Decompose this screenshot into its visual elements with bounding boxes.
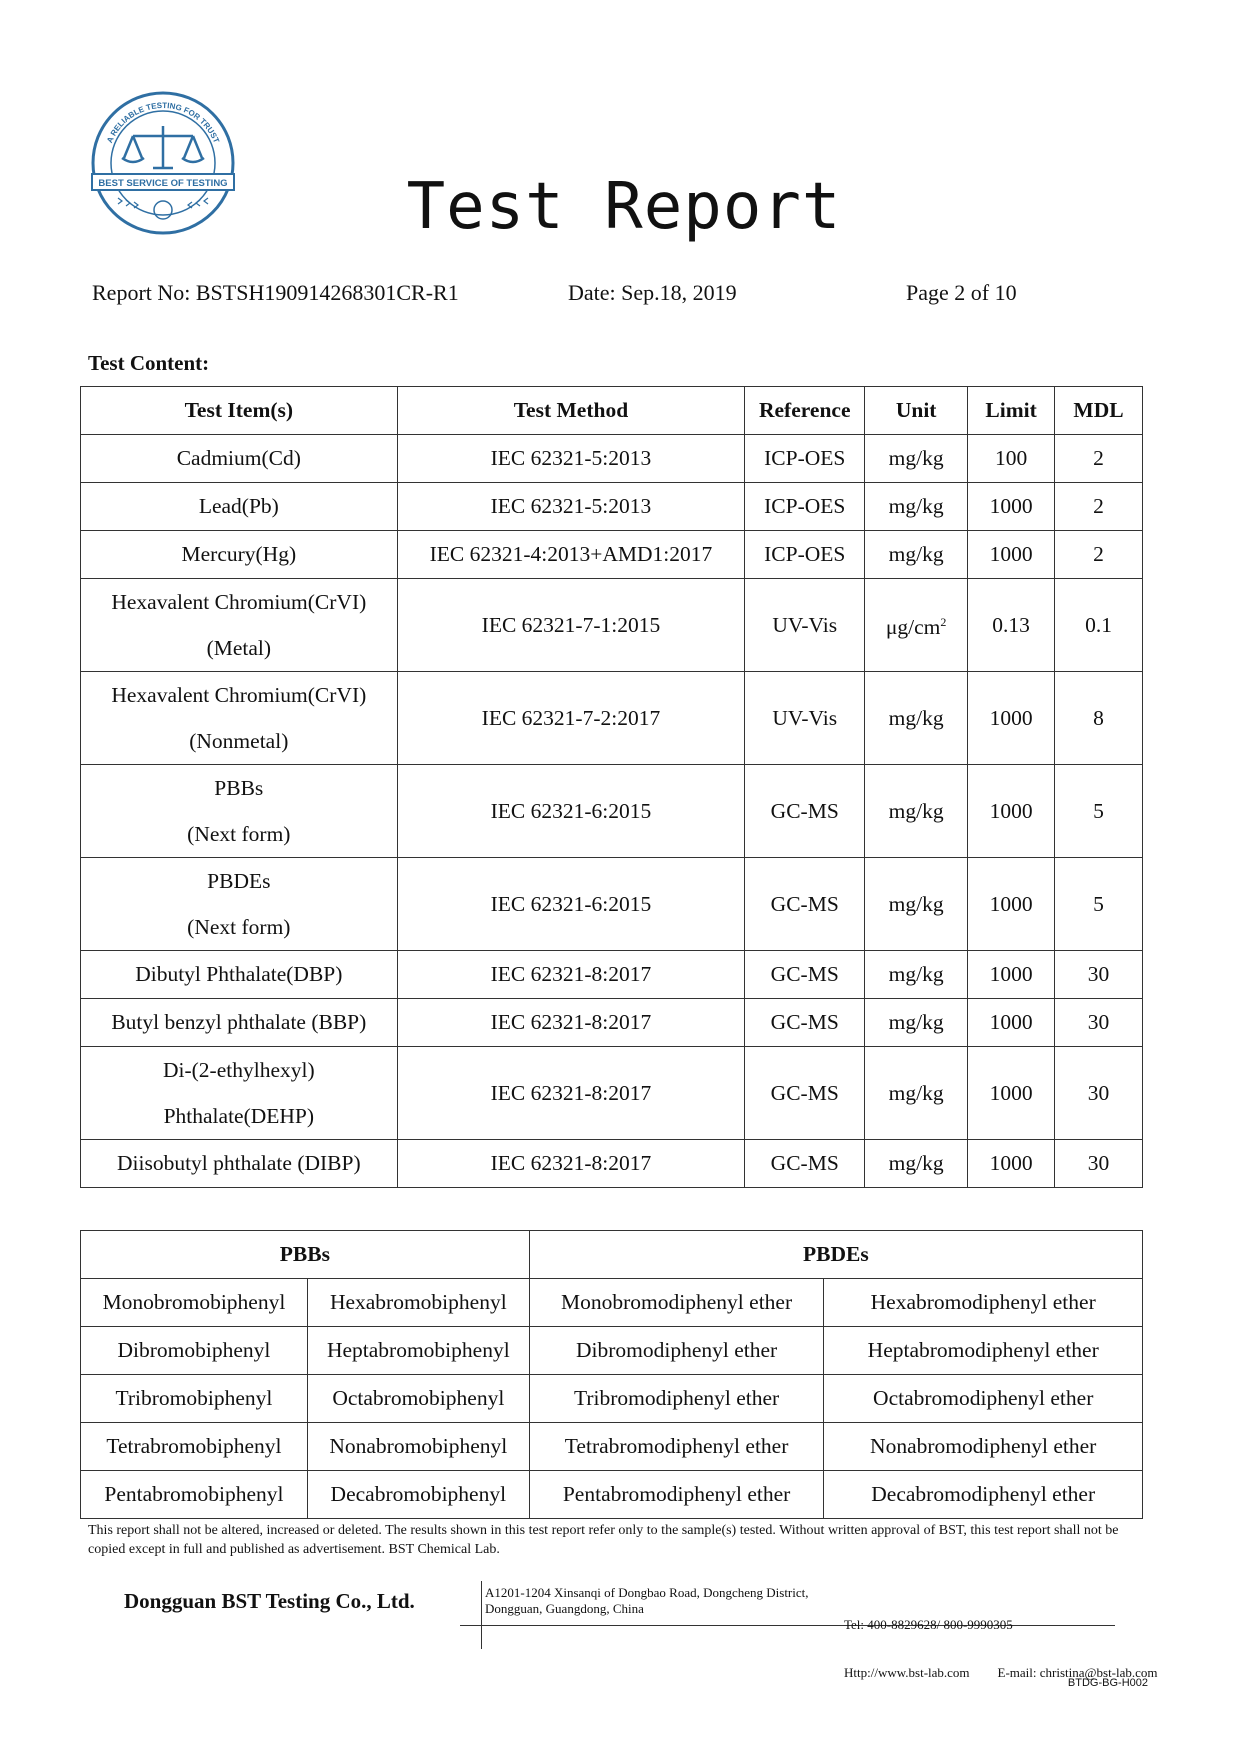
scales-icon: [122, 126, 204, 168]
unit: mg/kg: [865, 435, 968, 483]
limit: 1000: [968, 531, 1055, 579]
limit: 1000: [968, 1140, 1055, 1188]
reference: GC-MS: [745, 1140, 865, 1188]
table-cell: Octabromodiphenyl ether: [824, 1375, 1143, 1423]
table-row: [81, 1279, 1143, 1327]
test-item: PBBs (Next form): [81, 765, 398, 858]
column-header-pbdes: PBDEs: [529, 1231, 1142, 1279]
page-title: Test Report: [406, 170, 842, 244]
unit: $\mu g/cm^2$: [865, 579, 968, 672]
table-cell: Tribromobiphenyl: [81, 1375, 308, 1423]
reference: UV-Vis: [745, 672, 865, 765]
table-row: [81, 951, 1143, 999]
footer-divider-vertical: [481, 1581, 482, 1649]
mdl: 2: [1055, 531, 1143, 579]
company-name: Dongguan BST Testing Co., Ltd.: [124, 1589, 415, 1613]
email-link[interactable]: E-mail: christina@bst-lab.com: [997, 1665, 1158, 1680]
limit: 1000: [968, 1047, 1055, 1140]
unit: mg/kg: [865, 1140, 968, 1188]
table-row: [81, 1327, 1143, 1375]
table-row: [81, 579, 1143, 672]
test-item: PBDEs (Next form): [81, 858, 398, 951]
table-cell: Heptabromobiphenyl: [307, 1327, 529, 1375]
limit: 1000: [968, 858, 1055, 951]
limit: 100: [968, 435, 1055, 483]
congener-table: [80, 1230, 1143, 1519]
table-row: [81, 483, 1143, 531]
mdl: 0.1: [1055, 579, 1143, 672]
limit: 1000: [968, 672, 1055, 765]
limit: 1000: [968, 483, 1055, 531]
table-row: [81, 858, 1143, 951]
limit: 1000: [968, 765, 1055, 858]
mdl: 30: [1055, 999, 1143, 1047]
logo-ring-text: A RELIABLE TESTING FOR TRUST: [105, 100, 221, 145]
table-cell: Tetrabromobiphenyl: [81, 1423, 308, 1471]
table-cell: Decabromodiphenyl ether: [824, 1471, 1143, 1519]
test-item: Di-(2-ethylhexyl) Phthalate(DEHP): [81, 1047, 398, 1140]
table-header-row: [81, 1231, 1143, 1279]
page-number: Page 2 of 10: [906, 280, 1017, 305]
test-item: Hexavalent Chromium(CrVI) (Nonmetal): [81, 672, 398, 765]
unit: mg/kg: [865, 858, 968, 951]
reference: UV-Vis: [745, 579, 865, 672]
table-row: [81, 1471, 1143, 1519]
test-item: Mercury(Hg): [81, 531, 398, 579]
logo-banner: BEST SERVICE OF TESTING: [98, 178, 228, 189]
unit: mg/kg: [865, 1047, 968, 1140]
test-method: IEC 62321-5:2013: [397, 435, 745, 483]
table-cell: Dibromodiphenyl ether: [529, 1327, 824, 1375]
reference: ICP-OES: [745, 435, 865, 483]
table-cell: Pentabromobiphenyl: [81, 1471, 308, 1519]
table-cell: Heptabromodiphenyl ether: [824, 1327, 1143, 1375]
column-header: Test Item(s): [81, 387, 398, 435]
limit: 0.13: [968, 579, 1055, 672]
table-cell: Hexabromodiphenyl ether: [824, 1279, 1143, 1327]
report-number: Report No: BSTSH190914268301CR-R1: [92, 280, 459, 305]
column-header: Test Method: [397, 387, 745, 435]
table-cell: Octabromobiphenyl: [307, 1375, 529, 1423]
test-method: IEC 62321-7-1:2015: [397, 579, 745, 672]
mdl: 30: [1055, 951, 1143, 999]
section-label: Test Content:: [88, 351, 210, 375]
table-cell: Dibromobiphenyl: [81, 1327, 308, 1375]
mdl: 30: [1055, 1140, 1143, 1188]
table-row: [81, 1375, 1143, 1423]
report-date: Date: Sep.18, 2019: [568, 280, 737, 305]
table-row: [81, 672, 1143, 765]
reference: GC-MS: [745, 1047, 865, 1140]
reference: GC-MS: [745, 858, 865, 951]
column-header: Unit: [865, 387, 968, 435]
unit: mg/kg: [865, 483, 968, 531]
test-item: Diisobutyl phthalate (DIBP): [81, 1140, 398, 1188]
limit: 1000: [968, 999, 1055, 1047]
table-row: [81, 1140, 1143, 1188]
unit: mg/kg: [865, 531, 968, 579]
unit: mg/kg: [865, 999, 968, 1047]
disclaimer-text: This report shall not be altered, increased or deleted. The results shown in this test report refer only to the sample(s) tested. Without written approval of BST, this test report shall not be copied except in full and published as advertisement. BST Chemical Lab.: [88, 1523, 1119, 1557]
table-cell: Monobromodiphenyl ether: [529, 1279, 824, 1327]
unit: mg/kg: [865, 951, 968, 999]
table-cell: Nonabromobiphenyl: [307, 1423, 529, 1471]
mdl: 30: [1055, 1047, 1143, 1140]
column-header: Reference: [745, 387, 865, 435]
test-item: Lead(Pb): [81, 483, 398, 531]
table-cell: Hexabromobiphenyl: [307, 1279, 529, 1327]
mdl: 5: [1055, 765, 1143, 858]
table-cell: Nonabromodiphenyl ether: [824, 1423, 1143, 1471]
table-row: [81, 765, 1143, 858]
table-row: [81, 999, 1143, 1047]
test-method: IEC 62321-8:2017: [397, 1140, 745, 1188]
reference: GC-MS: [745, 999, 865, 1047]
reference: GC-MS: [745, 765, 865, 858]
limit: 1000: [968, 951, 1055, 999]
column-header-pbbs: PBBs: [81, 1231, 530, 1279]
test-item: Hexavalent Chromium(CrVI) (Metal): [81, 579, 398, 672]
test-method: IEC 62321-6:2015: [397, 858, 745, 951]
table-row: [81, 435, 1143, 483]
test-method: IEC 62321-8:2017: [397, 999, 745, 1047]
table-cell: Decabromobiphenyl: [307, 1471, 529, 1519]
table-cell: Monobromobiphenyl: [81, 1279, 308, 1327]
test-item: Cadmium(Cd): [81, 435, 398, 483]
company-contact: Tel: 400-8829628/ 800-9990305 Http://www.bst-lab.com E-mail: christina@bst-lab.com: [844, 1617, 1158, 1680]
reference: ICP-OES: [745, 531, 865, 579]
table-cell: Tetrabromodiphenyl ether: [529, 1423, 824, 1471]
test-method: IEC 62321-6:2015: [397, 765, 745, 858]
reference: ICP-OES: [745, 483, 865, 531]
test-method: IEC 62321-8:2017: [397, 951, 745, 999]
table-row: [81, 1047, 1143, 1140]
unit: mg/kg: [865, 765, 968, 858]
test-item: Butyl benzyl phthalate (BBP): [81, 999, 398, 1047]
table-header-row: [81, 387, 1143, 435]
mdl: 2: [1055, 435, 1143, 483]
unit: mg/kg: [865, 672, 968, 765]
reference: GC-MS: [745, 951, 865, 999]
test-method: IEC 62321-7-2:2017: [397, 672, 745, 765]
table-cell: Tribromodiphenyl ether: [529, 1375, 824, 1423]
mdl: 8: [1055, 672, 1143, 765]
column-header: MDL: [1055, 387, 1143, 435]
test-method: IEC 62321-4:2013+AMD1:2017: [397, 531, 745, 579]
column-header: Limit: [968, 387, 1055, 435]
form-code: BTDG-BG-H002: [1067, 1677, 1148, 1689]
table-row: [81, 1423, 1143, 1471]
mdl: 5: [1055, 858, 1143, 951]
website-link[interactable]: Http://www.bst-lab.com: [844, 1665, 970, 1680]
table-row: [81, 531, 1143, 579]
test-content-table: [80, 386, 1143, 1188]
test-item: Dibutyl Phthalate(DBP): [81, 951, 398, 999]
mdl: 2: [1055, 483, 1143, 531]
test-method: IEC 62321-8:2017: [397, 1047, 745, 1140]
table-cell: Pentabromodiphenyl ether: [529, 1471, 824, 1519]
test-method: IEC 62321-5:2013: [397, 483, 745, 531]
company-address: A1201-1204 Xinsanqi of Dongbao Road, Dongcheng District, Dongguan, Guangdong, China: [485, 1585, 809, 1616]
